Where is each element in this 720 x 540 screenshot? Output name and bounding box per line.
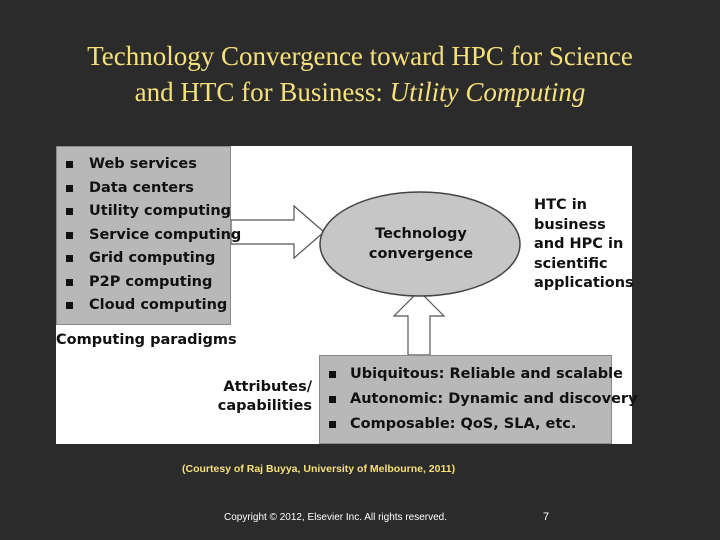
bullet-icon — [66, 161, 73, 168]
paradigm-item: P2P computing — [66, 271, 241, 295]
paradigm-item: Web services — [66, 153, 241, 177]
outcome-line: scientific — [534, 255, 608, 272]
bullet-icon — [329, 396, 336, 403]
paradigm-item: Cloud computing — [66, 294, 241, 318]
attributes-list — [329, 362, 638, 437]
attribute-item: Composable: QoS, SLA, etc. — [329, 412, 638, 437]
outcome-label — [534, 196, 634, 294]
convergence-label-line: Technology — [375, 226, 467, 242]
bullet-icon — [66, 279, 73, 286]
bullet-icon — [329, 371, 336, 378]
paradigms-caption: Computing paradigms — [56, 332, 237, 348]
copyright-notice: Copyright © 2012, Elsevier Inc. All rights reserved. — [224, 512, 448, 523]
title-line-2-plain: and HTC for Business: — [134, 77, 390, 107]
attributes-caption — [208, 378, 312, 416]
page-number: 7 — [543, 511, 550, 523]
attribute-item: Autonomic: Dynamic and discovery — [329, 387, 638, 412]
bullet-icon — [66, 185, 73, 192]
figure-credit: (Courtesy of Raj Buyya, University of Melbourne, 2011) — [182, 463, 456, 475]
paradigm-item: Grid computing — [66, 247, 241, 271]
paradigms-list — [66, 153, 241, 318]
convergence-diagram — [56, 146, 638, 444]
paradigm-item: Data centers — [66, 177, 241, 201]
outcome-line: business — [534, 216, 606, 233]
slide-title — [0, 38, 720, 110]
convergence-label — [354, 225, 488, 264]
outcome-line: HTC in — [534, 197, 588, 213]
bullet-icon — [66, 232, 73, 239]
attributes-caption-line: Attributes/ — [223, 379, 312, 395]
attribute-item: Ubiquitous: Reliable and scalable — [329, 362, 638, 387]
outcome-line: applications — [534, 275, 634, 291]
bullet-icon — [66, 255, 73, 262]
bullet-icon — [66, 302, 73, 309]
attribute-arrow — [394, 291, 444, 355]
paradigm-item: Utility computing — [66, 200, 241, 224]
bullet-icon — [329, 421, 336, 428]
bullet-icon — [66, 208, 73, 215]
outcome-line: and HPC in — [534, 236, 624, 252]
paradigm-item: Service computing — [66, 224, 241, 248]
attributes-caption-line: capabilities — [217, 398, 312, 414]
title-line-2 — [0, 74, 720, 110]
title-line-2-italic: Utility Computing — [389, 77, 586, 107]
convergence-label-line: convergence — [368, 245, 474, 262]
paradigm-arrow — [231, 206, 324, 258]
title-line-1: Technology Convergence toward HPC for Science — [87, 41, 633, 71]
